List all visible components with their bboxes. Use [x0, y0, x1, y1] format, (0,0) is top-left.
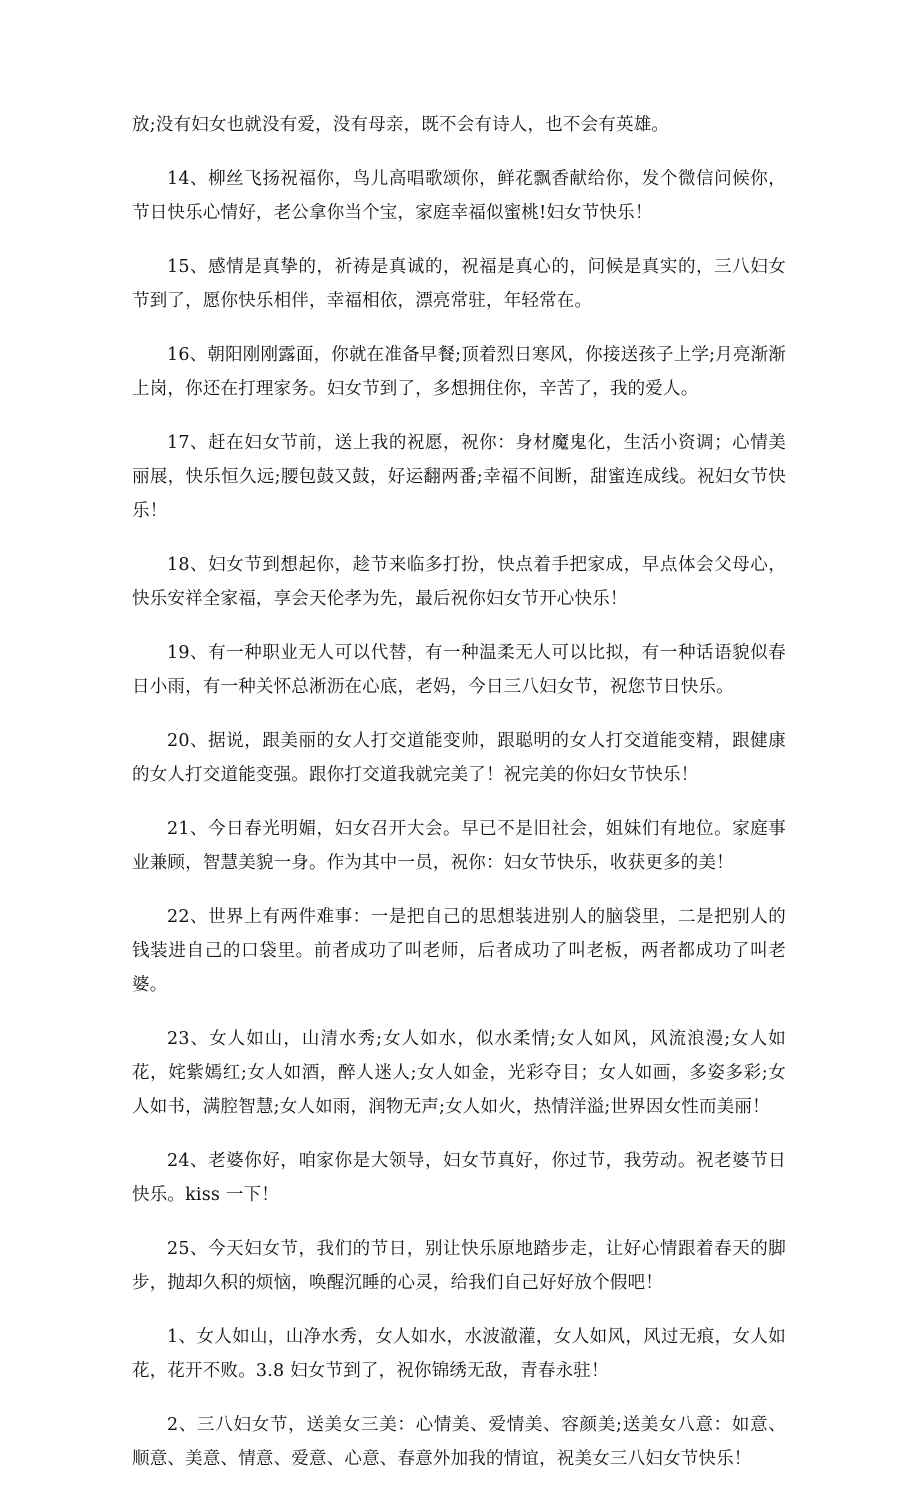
paragraph-14: 14、柳丝飞扬祝福你，鸟儿高唱歌颂你，鲜花飘香献给你，发个微信问候你，节日快乐心情好，老公拿你当个宝，家庭幸福似蜜桃!妇女节快乐！ — [132, 169, 786, 223]
paragraph-2: 2、三八妇女节，送美女三美：心情美、爱情美、容颜美;送美女八意：如意、顺意、美意、情意、爱意、心意、春意外加我的情谊，祝美女三八妇女节快乐！ — [132, 1415, 786, 1469]
paragraph-23: 23、女人如山，山清水秀;女人如水，似水柔情;女人如风，风流浪漫;女人如花，姹紫嫣红;女人如酒，醉人迷人;女人如金，光彩夺目；女人如画，多姿多彩;女人如书，满腔智慧;女人如雨，润物无声;女人如火，热情洋溢;世界因女性而美丽！ — [132, 1029, 786, 1117]
paragraph-15: 15、感情是真挚的，祈祷是真诚的，祝福是真心的，问候是真实的，三八妇女节到了，愿你快乐相伴，幸福相依，漂亮常驻，年轻常在。 — [132, 257, 786, 311]
paragraph-17: 17、赶在妇女节前，送上我的祝愿，祝你：身材魔鬼化，生活小资调；心情美丽展，快乐恒久远;腰包鼓又鼓，好运翻两番;幸福不间断，甜蜜连成线。祝妇女节快乐！ — [132, 433, 786, 521]
paragraph-continuation: 放;没有妇女也就没有爱，没有母亲，既不会有诗人，也不会有英雄。 — [132, 115, 670, 135]
paragraph-1: 1、女人如山，山净水秀，女人如水，水波澈灌，女人如风，风过无痕，女人如花，花开不败。3.8 妇女节到了，祝你锦绣无敌，青春永驻！ — [132, 1327, 786, 1381]
paragraph-25: 25、今天妇女节，我们的节日，别让快乐原地踏步走，让好心情跟着春天的脚步，抛却久积的烦恼，唤醒沉睡的心灵，给我们自己好好放个假吧！ — [132, 1239, 786, 1293]
paragraph-19: 19、有一种职业无人可以代替，有一种温柔无人可以比拟，有一种话语貌似春日小雨，有一种关怀总淅沥在心底，老妈，今日三八妇女节，祝您节日快乐。 — [132, 643, 786, 697]
paragraph-16: 16、朝阳刚刚露面，你就在准备早餐;顶着烈日寒风，你接送孩子上学;月亮渐渐上岗，你还在打理家务。妇女节到了，多想拥住你，辛苦了，我的爱人。 — [132, 345, 786, 399]
paragraph-18: 18、妇女节到想起你，趁节来临多打扮，快点着手把家成，早点体会父母心，快乐安祥全家福，享会天伦孝为先，最后祝你妇女节开心快乐！ — [132, 555, 786, 609]
paragraph-21: 21、今日春光明媚，妇女召开大会。早已不是旧社会，姐妹们有地位。家庭事业兼顾，智慧美貌一身。作为其中一员，祝你：妇女节快乐，收获更多的美！ — [132, 819, 786, 873]
document-page — [132, 108, 786, 1496]
paragraph-22: 22、世界上有两件难事：一是把自己的思想装进别人的脑袋里，二是把别人的钱装进自己的口袋里。前者成功了叫老师，后者成功了叫老板，两者都成功了叫老婆。 — [132, 907, 786, 995]
paragraph-24: 24、老婆你好，咱家你是大领导，妇女节真好，你过节，我劳动。祝老婆节日快乐。kiss 一下！ — [132, 1151, 786, 1205]
paragraph-20: 20、据说，跟美丽的女人打交道能变帅，跟聪明的女人打交道能变精，跟健康的女人打交道能变强。跟你打交道我就完美了！祝完美的你妇女节快乐！ — [132, 731, 786, 785]
